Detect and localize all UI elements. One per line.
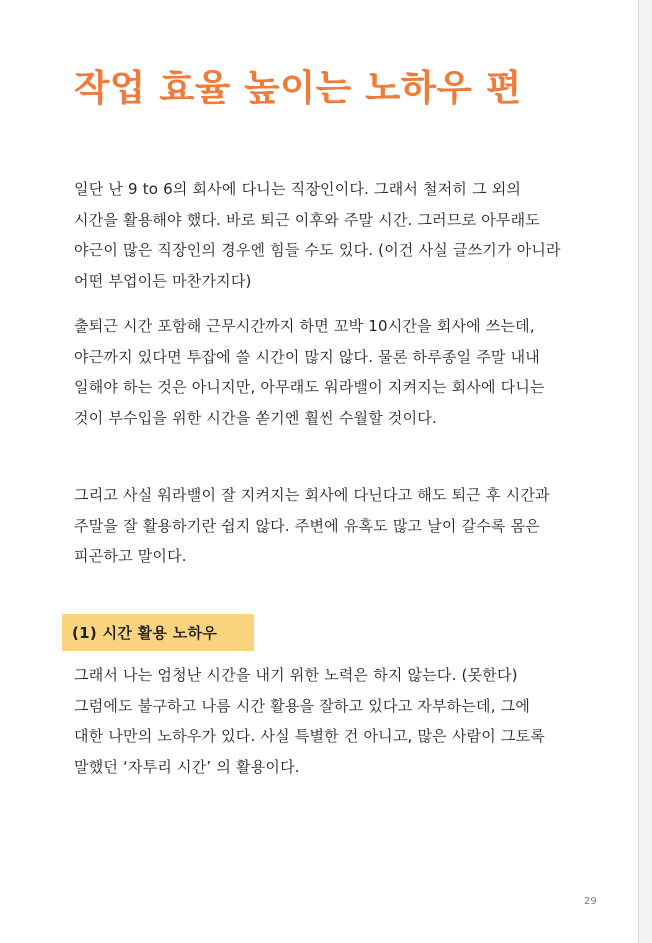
page-number: 29	[584, 896, 597, 907]
paragraph-4: 그래서 나는 엄청난 시간을 내기 위한 노력은 하지 않는다. (못한다) 그럼에도 불구하고 나름 시간 활용을 잘하고 있다고 자부하는데, 그에 대한 나만의 노하우가 있다. 사실 특별한 건 아니고, 많은 사람이 그토록 말했던 ‘자투리 시간’ 의 활용이다.	[74, 666, 545, 776]
paragraph-1: 일단 난 9 to 6의 회사에 다니는 직장인이다. 그래서 철저히 그 외의 시간을 활용해야 했다. 바로 퇴근 이후와 주말 시간. 그러므로 아무래도 야근이 많은 직장인의 경우엔 힘들 수도 있다. (이건 사실 글쓰기가 아니라 어떤 부업이든 마찬가지다)	[74, 180, 561, 290]
paragraph-2: 출퇴근 시간 포함해 근무시간까지 하면 꼬박 10시간을 회사에 쓰는데, 야근까지 있다면 투잡에 쓸 시간이 많지 않다. 물론 하루종일 주말 내내 일해야 하는 것은 아니지만, 아무래도 워라밸이 지켜지는 회사에 다니는 것이 부수입을 위한 시간을 쏟기엔 훨씬 수월할 것이다.	[74, 317, 545, 427]
page-edge	[638, 0, 652, 943]
section-heading-highlight	[62, 614, 254, 651]
section-heading: (1) 시간 활용 노하우	[72, 624, 218, 642]
page-title: 작업 효율 높이는 노하우 편	[74, 68, 522, 109]
paragraph-3: 그리고 사실 워라밸이 잘 지켜지는 회사에 다닌다고 해도 퇴근 후 시간과 주말을 잘 활용하기란 쉽지 않다. 주변에 유혹도 많고 날이 갈수록 몸은 피곤하고 말이다.	[74, 486, 550, 565]
